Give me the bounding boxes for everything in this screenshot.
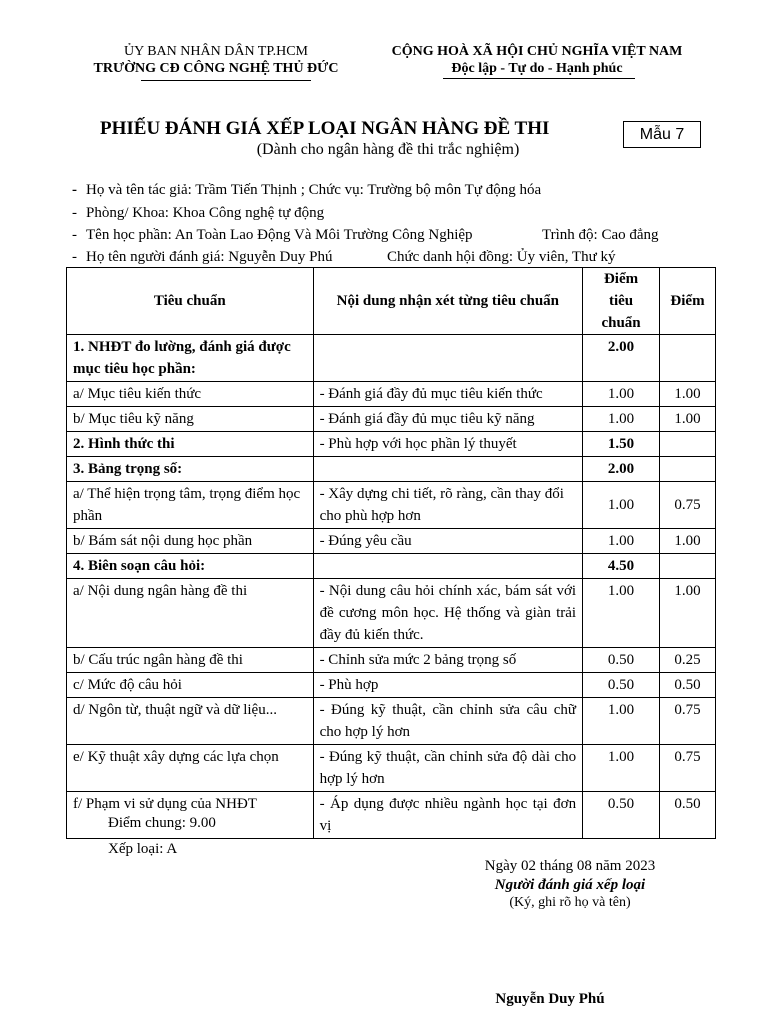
standard-score-cell: 1.00 <box>583 698 660 745</box>
author-text: Họ và tên tác giả: Trầm Tiến Thịnh ; Chức vụ: Trường bộ môn Tự động hóa <box>86 182 542 198</box>
comment-cell <box>313 554 583 579</box>
criteria-cell: 4. Biên soạn câu hỏi: <box>67 554 314 579</box>
header-comments: Nội dung nhận xét từng tiêu chuẩn <box>313 268 583 335</box>
standard-score-cell: 1.50 <box>583 432 660 457</box>
national-header <box>368 43 706 77</box>
comment-cell: - Đúng kỹ thuật, cần chỉnh sửa độ dài cho hợp lý hơn <box>313 745 583 792</box>
comment-cell: - Đánh giá đầy đủ mục tiêu kiến thức <box>313 382 583 407</box>
table-row <box>67 482 716 529</box>
score-cell: 0.75 <box>660 745 716 792</box>
table-row <box>67 335 716 382</box>
comment-cell: - Phù hợp với học phần lý thuyết <box>313 432 583 457</box>
school-underline <box>141 80 311 81</box>
header-standard-line2: tiêu <box>608 293 634 309</box>
table-row <box>67 745 716 792</box>
header-standard-line3: chuẩn <box>601 315 641 331</box>
table-row <box>67 673 716 698</box>
document-subtitle: (Dành cho ngân hàng đề thi trắc nghiệm) <box>256 141 520 158</box>
score-cell: 0.75 <box>660 698 716 745</box>
info-department: - Phòng/ Khoa: Khoa Công nghệ tự động <box>72 205 325 221</box>
table-row <box>67 457 716 482</box>
criteria-cell: b/ Cấu trúc ngân hàng đề thi <box>67 648 314 673</box>
table-row <box>67 698 716 745</box>
table-row <box>67 382 716 407</box>
agency-header <box>80 43 352 77</box>
council-title-text: Chức danh hội đồng: Ủy viên, Thư ký <box>387 249 616 265</box>
level-text: Trình độ: Cao đẳng <box>542 227 659 243</box>
criteria-cell: 1. NHĐT đo lường, đánh giá được mục tiêu học phần: <box>67 335 314 382</box>
score-cell <box>660 554 716 579</box>
score-cell: 0.50 <box>660 792 716 839</box>
criteria-cell: a/ Nội dung ngân hàng đề thi <box>67 579 314 648</box>
standard-score-cell: 1.00 <box>583 407 660 432</box>
score-cell: 0.75 <box>660 482 716 529</box>
ranking: Xếp loại: A <box>108 841 178 857</box>
info-evaluator: - Họ tên người đánh giá: Nguyễn Duy Phú <box>72 249 333 265</box>
table-row <box>67 648 716 673</box>
standard-score-cell: 2.00 <box>583 335 660 382</box>
standard-score-cell: 0.50 <box>583 648 660 673</box>
school-name: TRƯỜNG CĐ CÔNG NGHỆ THỦ ĐỨC <box>93 61 339 76</box>
score-cell: 0.50 <box>660 673 716 698</box>
score-cell: 1.00 <box>660 529 716 554</box>
document-title: PHIẾU ĐÁNH GIÁ XẾP LOẠI NGÂN HÀNG ĐỀ THI <box>100 118 550 139</box>
score-cell: 1.00 <box>660 382 716 407</box>
signature-date: Ngày 02 tháng 08 năm 2023 <box>484 858 656 874</box>
info-course: - Tên học phần: An Toàn Lao Động Và Môi Trường Công Nghiệp <box>72 227 473 243</box>
criteria-cell: b/ Mục tiêu kỹ năng <box>67 407 314 432</box>
criteria-cell: d/ Ngôn từ, thuật ngữ và dữ liệu... <box>67 698 314 745</box>
standard-score-cell: 2.00 <box>583 457 660 482</box>
evaluator-text: Họ tên người đánh giá: Nguyễn Duy Phú <box>86 249 333 265</box>
criteria-cell: 2. Hình thức thi <box>67 432 314 457</box>
comment-cell: - Xây dựng chi tiết, rõ ràng, cần thay đổi cho phù hợp hơn <box>313 482 583 529</box>
course-text: Tên học phần: An Toàn Lao Động Và Môi Trường Công Nghiệp <box>86 227 473 243</box>
national-motto: Độc lập - Tự do - Hạnh phúc <box>451 61 623 76</box>
criteria-cell: e/ Kỹ thuật xây dựng các lựa chọn <box>67 745 314 792</box>
comment-cell <box>313 457 583 482</box>
signature-role: Người đánh giá xếp loại <box>494 877 646 893</box>
standard-score-cell: 1.00 <box>583 745 660 792</box>
overall-score: Điểm chung: 9.00 <box>108 815 216 831</box>
header-standard-line1: Điểm <box>603 271 639 287</box>
table-row <box>67 432 716 457</box>
score-cell: 1.00 <box>660 407 716 432</box>
evaluation-table <box>66 267 716 839</box>
motto-underline <box>443 78 635 79</box>
standard-score-cell: 1.00 <box>583 529 660 554</box>
info-author: - Họ và tên tác giả: Trầm Tiến Thịnh ; Chức vụ: Trường bộ môn Tự động hóa <box>72 182 542 198</box>
score-cell: 1.00 <box>660 579 716 648</box>
table-row <box>67 529 716 554</box>
standard-score-cell: 1.00 <box>583 482 660 529</box>
comment-cell: - Phù hợp <box>313 673 583 698</box>
agency-name: ỦY BAN NHÂN DÂN TP.HCM <box>124 44 308 59</box>
header-standard-score <box>583 268 660 335</box>
comment-cell: - Đúng yêu cầu <box>313 529 583 554</box>
criteria-cell: a/ Thể hiện trọng tâm, trọng điểm học phần <box>67 482 314 529</box>
header-criteria: Tiêu chuẩn <box>67 268 314 335</box>
criteria-cell: f/ Phạm vi sử dụng của NHĐT <box>67 792 314 839</box>
score-cell <box>660 457 716 482</box>
criteria-cell: 3. Bảng trọng số: <box>67 457 314 482</box>
score-cell <box>660 432 716 457</box>
standard-score-cell: 1.00 <box>583 579 660 648</box>
score-cell: 0.25 <box>660 648 716 673</box>
standard-score-cell: 1.00 <box>583 382 660 407</box>
standard-score-cell: 0.50 <box>583 792 660 839</box>
comment-cell: - Nội dung câu hỏi chính xác, bám sát với đề cương môn học. Hệ thống và giàn trải đầy đủ kiến thức. <box>313 579 583 648</box>
comment-cell: - Đánh giá đầy đủ mục tiêu kỹ năng <box>313 407 583 432</box>
table-header-row <box>67 268 716 335</box>
criteria-cell: b/ Bám sát nội dung học phần <box>67 529 314 554</box>
signer-name: Nguyễn Duy Phú <box>495 991 605 1007</box>
table-row <box>67 579 716 648</box>
table-row <box>67 407 716 432</box>
comment-cell: - Đúng kỹ thuật, cần chỉnh sửa câu chữ cho hợp lý hơn <box>313 698 583 745</box>
country-name: CỘNG HOÀ XÃ HỘI CHỦ NGHĨA VIỆT NAM <box>391 44 683 59</box>
comment-cell <box>313 335 583 382</box>
comment-cell: - Áp dụng được nhiều ngành học tại đơn vị <box>313 792 583 839</box>
department-text: Phòng/ Khoa: Khoa Công nghệ tự động <box>86 205 325 221</box>
signature-note: (Ký, ghi rõ họ và tên) <box>509 895 631 910</box>
score-cell <box>660 335 716 382</box>
standard-score-cell: 4.50 <box>583 554 660 579</box>
table-row <box>67 554 716 579</box>
header-score: Điểm <box>660 268 716 335</box>
standard-score-cell: 0.50 <box>583 673 660 698</box>
criteria-cell: c/ Mức độ câu hỏi <box>67 673 314 698</box>
criteria-cell: a/ Mục tiêu kiến thức <box>67 382 314 407</box>
comment-cell: - Chỉnh sửa mức 2 bảng trọng số <box>313 648 583 673</box>
form-number-box: Mẫu 7 <box>623 121 701 148</box>
